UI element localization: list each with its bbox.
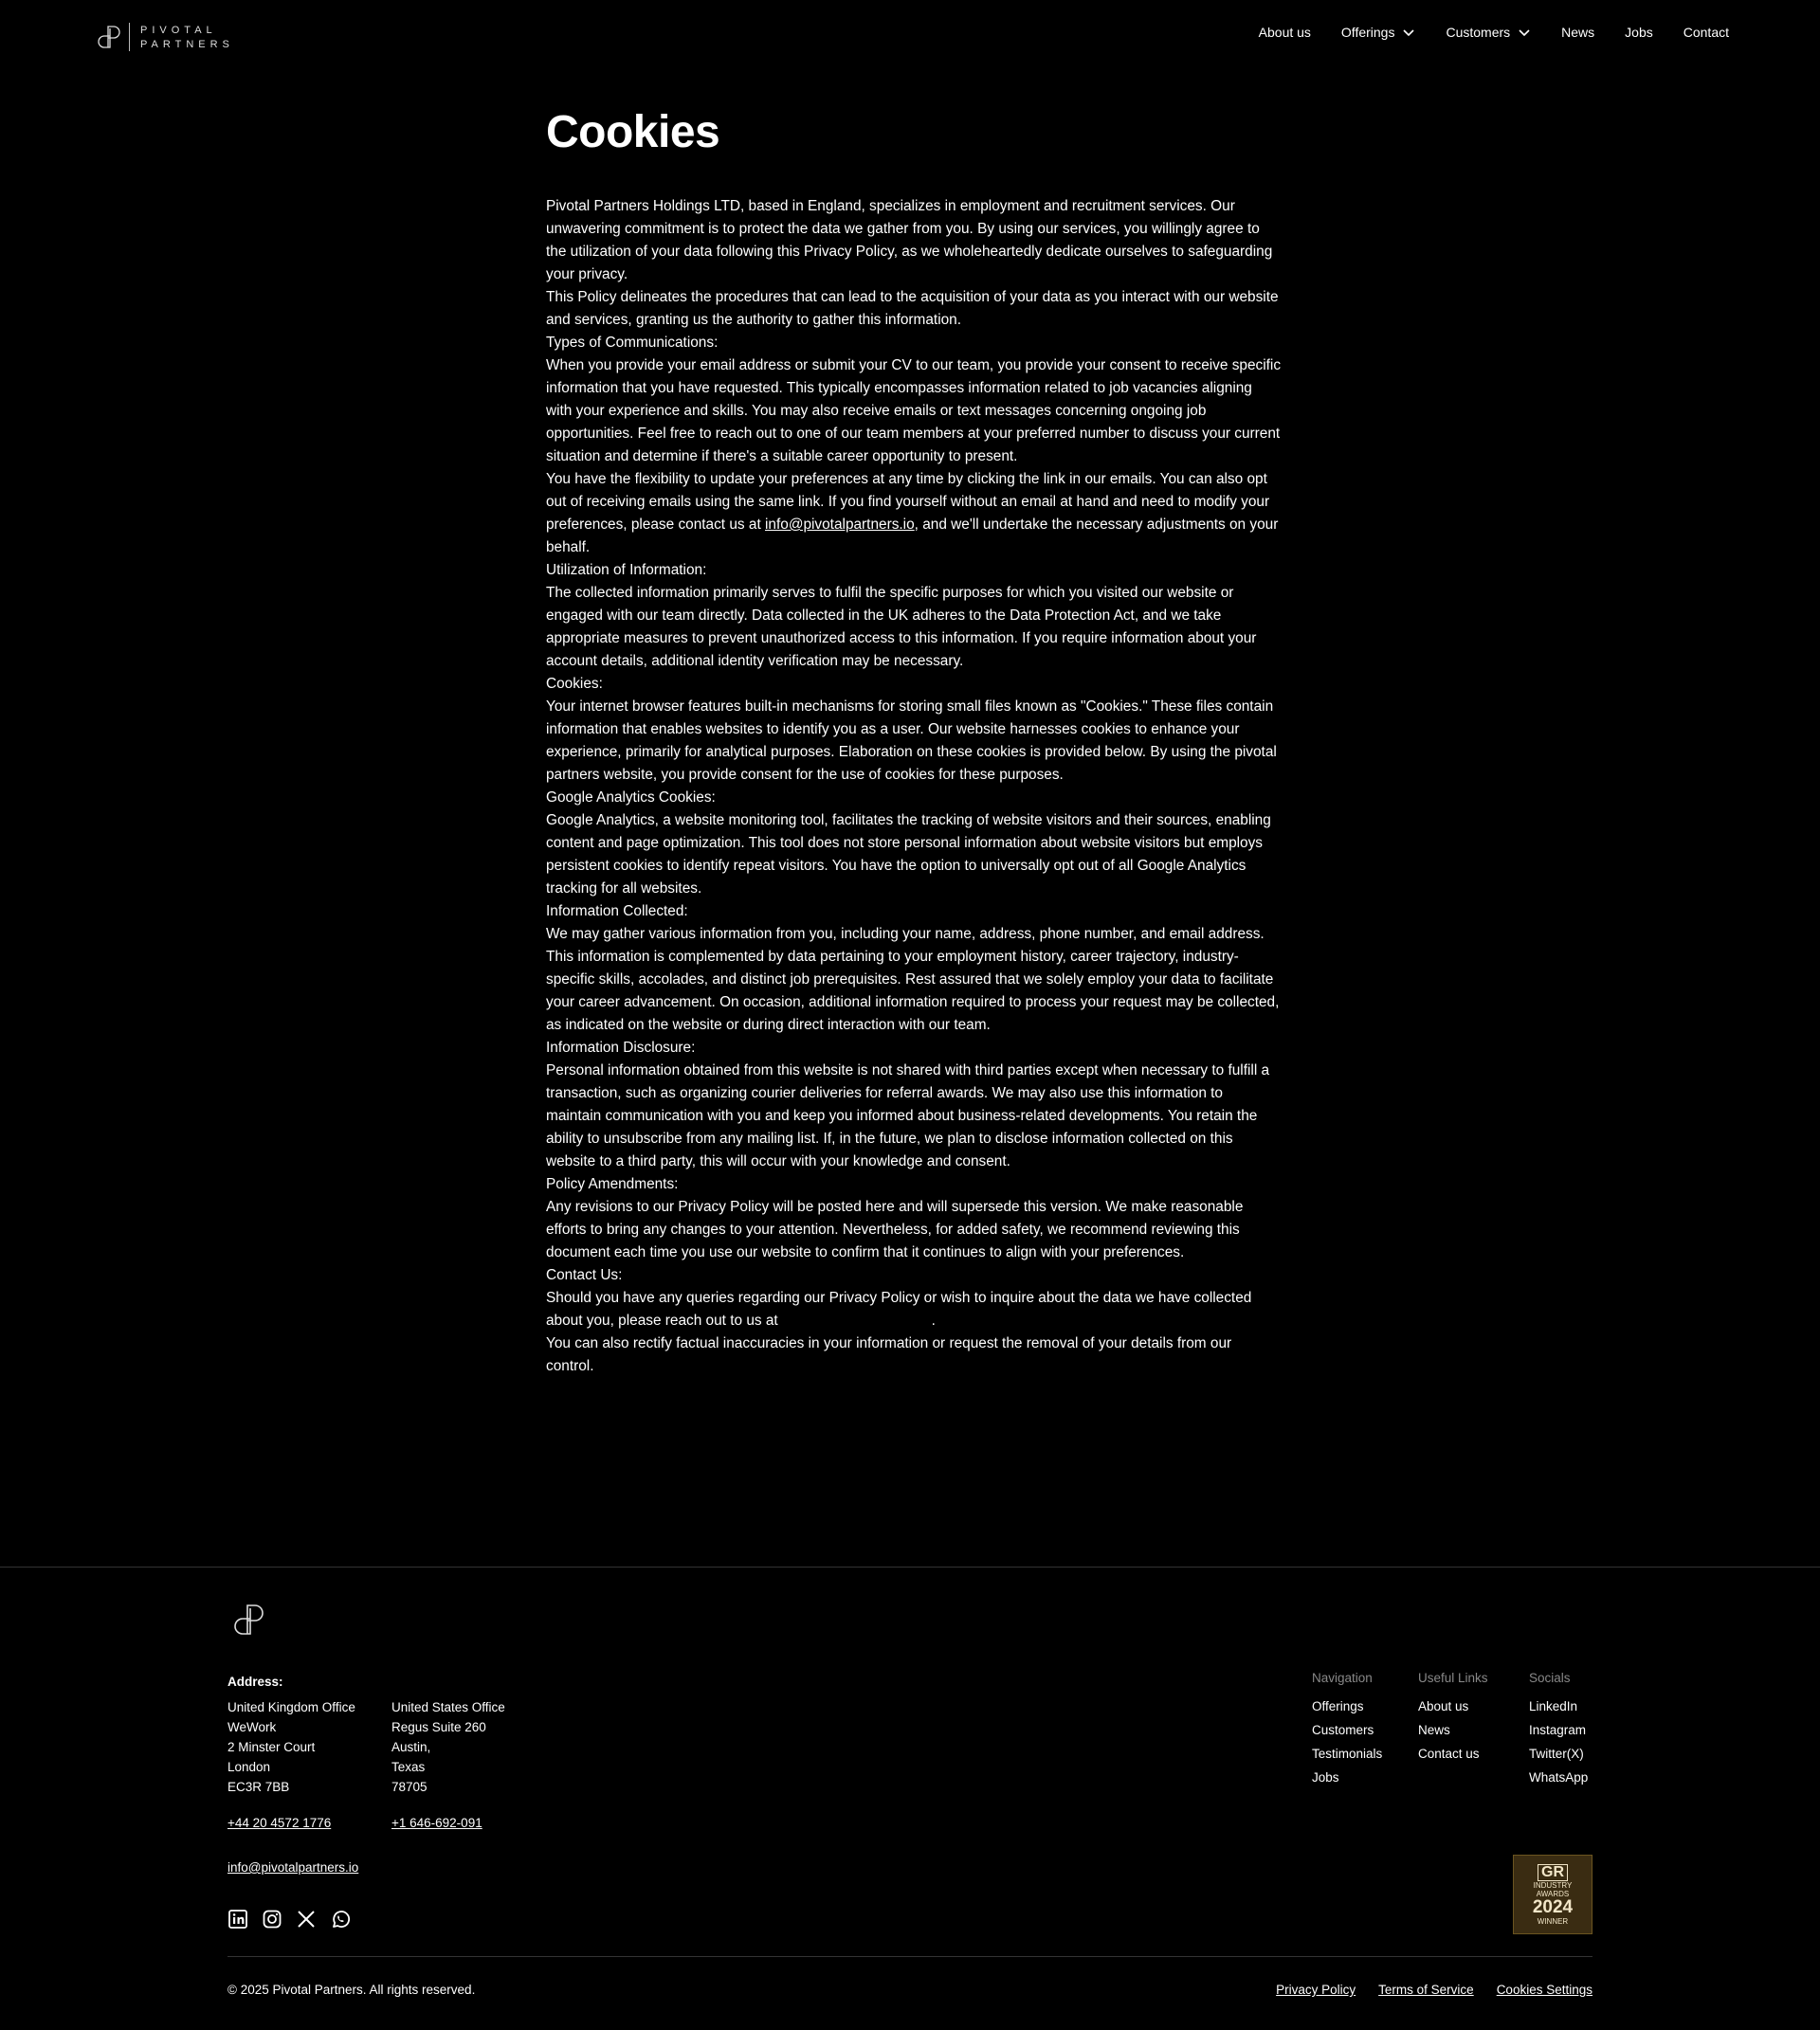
main-nav [1259, 25, 1729, 40]
page-title: Cookies [546, 107, 720, 157]
uk-address-line: WeWork [228, 1720, 277, 1734]
nav-offerings-label: Offerings [1340, 25, 1395, 40]
nav-customers-label: Customers [1446, 25, 1511, 40]
logo-text-top: PIVOTAL [140, 24, 217, 36]
logo-mark-icon [95, 23, 123, 51]
information-collected-paragraph: We may gather various information from you, including your name, address, phone number, and email address. This information is complemented by data pertaining to your employment history, career trajectory, industry-specific skills, accolades, and distinct job prerequisites. Rest assured that we solely employ your data to facilitate your career advancement. On occasion, additional information required to process your request may be collected, as indicated on the website or during direct interaction with our team. [546, 926, 1280, 1033]
cookies-settings-link[interactable]: Cookies Settings [1496, 1983, 1592, 1997]
us-address-line: Texas [391, 1760, 426, 1774]
preferences-paragraph [546, 468, 1282, 559]
rectify-paragraph: You can also rectify factual inaccuracies in your information or request the removal of your details from our control. [546, 1335, 1232, 1374]
award-year: 2024 [1532, 1896, 1574, 1917]
section-heading-policy-amendments: Policy Amendments: [546, 1176, 679, 1192]
nav-about-us[interactable] [1259, 25, 1311, 40]
nav-contact-label: Contact [1683, 25, 1729, 40]
instagram-icon[interactable] [262, 1909, 282, 1930]
us-phone [391, 1816, 482, 1830]
section-heading-information-disclosure: Information Disclosure: [546, 1040, 696, 1056]
google-analytics-paragraph: Google Analytics, a website monitoring tool, facilitates the tracking of website visitors and their sources, enabling content and page optimization. This tool does not store personal information about website visitors but employs persistent cookies to identify repeat visitors. You have the option to universally opt out of all Google Analytics tracking for all websites. [546, 812, 1271, 897]
information-disclosure-paragraph: Personal information obtained from this website is not shared with third parties except when necessary to fulfill a transaction, such as organizing courier deliveries for referral awards. We may also use this information to maintain communication with you and keep you informed about business-related developments. You retain the ability to unsubscribe from any mailing list. If, in the future, we plan to disclose information collected on this website to a third party, this will occur with your knowledge and consent. [546, 1062, 1270, 1169]
uk-address-line: EC3R 7BB [228, 1780, 290, 1794]
terms-of-service-link[interactable]: Terms of Service [1378, 1983, 1474, 1997]
uk-phone-link[interactable]: +44 20 4572 1776 [228, 1816, 332, 1830]
footer-link-instagram[interactable]: Instagram [1529, 1723, 1587, 1737]
footer-logo-icon[interactable] [228, 1601, 269, 1639]
footer-link-news[interactable]: News [1418, 1723, 1450, 1737]
x-icon[interactable] [296, 1909, 317, 1930]
footer-nav-column [1312, 1671, 1382, 1789]
uk-address-line: 2 Minster Court [228, 1740, 316, 1754]
contact-email-link[interactable]: info@pivotalpartners.io [765, 517, 915, 533]
intro-paragraph: Pivotal Partners Holdings LTD, based in England, specializes in employment and recruitment services. Our unwavering commitment is to protect the data we gather from you. By using our services, you willingly agree to the utilization of your data following this Privacy Policy, as we wholeheartedly dedicate ourselves to safeguarding your privacy. [546, 198, 1273, 282]
footer-divider [228, 1956, 1592, 1957]
policy-content [546, 104, 1282, 1378]
award-line-1: INDUSTRY [1533, 1880, 1573, 1890]
logo-wordmark [140, 25, 234, 50]
chevron-down-icon [1402, 26, 1415, 39]
footer-socials-column [1529, 1671, 1588, 1789]
contact-us-text-end: . [931, 1313, 936, 1329]
linkedin-icon[interactable] [228, 1909, 248, 1930]
contact-us-paragraph [546, 1287, 1282, 1332]
footer-link-whatsapp[interactable]: WhatsApp [1529, 1770, 1589, 1785]
hidden-email-link[interactable]: info@pivotalpartners.io [782, 1313, 932, 1329]
site-header [0, 0, 1820, 74]
policy-amendments-paragraph: Any revisions to our Privacy Policy will be posted here and will supersede this version. We make reasonable efforts to bring any changes to your attention. Nevertheless, for added safety, we recommend reviewing this document each time you use our website to confirm that it continues to align with your preferences. [546, 1199, 1244, 1260]
whatsapp-icon[interactable] [330, 1909, 351, 1930]
nav-jobs[interactable] [1625, 25, 1653, 40]
award-line-2: AWARDS [1536, 1889, 1570, 1898]
section-heading-utilization: Utilization of Information: [546, 562, 707, 578]
us-address-line: 78705 [391, 1780, 428, 1794]
nav-contact[interactable] [1684, 25, 1729, 40]
privacy-policy-link[interactable]: Privacy Policy [1276, 1983, 1356, 1997]
footer-link-twitter[interactable]: Twitter(X) [1529, 1747, 1584, 1761]
uk-office-title: United Kingdom Office [228, 1700, 355, 1714]
footer-useful-links-column [1418, 1671, 1488, 1766]
award-logo: GR [1538, 1864, 1568, 1881]
nav-news[interactable] [1561, 25, 1594, 40]
cookies-paragraph: Your internet browser features built-in mechanisms for storing small files known as "Cookies." These files contain information that enables websites to identify you as a user. Our website harnesses cookies to enhance your experience, primarily for analytical purposes. Elaboration on these cookies is provided below. By using the pivotal partners website, you provide consent for the use of cookies for these purposes. [546, 698, 1277, 783]
copyright-text: © 2025 Pivotal Partners. All rights reserved. [228, 1983, 476, 1997]
us-address-line: Austin, [391, 1740, 431, 1754]
nav-about-us-label: About us [1258, 25, 1311, 40]
nav-jobs-label: Jobs [1625, 25, 1653, 40]
footer-link-linkedin[interactable]: LinkedIn [1529, 1699, 1578, 1713]
policy-scope-paragraph: This Policy delineates the procedures that can lead to the acquisition of your data as you interact with our website and services, granting us the authority to gather this information. [546, 289, 1279, 328]
us-phone-link[interactable]: +1 646-692-091 [391, 1816, 482, 1830]
nav-customers[interactable] [1446, 25, 1531, 40]
award-line-3: WINNER [1537, 1916, 1569, 1926]
section-heading-google-analytics: Google Analytics Cookies: [546, 789, 716, 806]
us-address-line: Regus Suite 260 [391, 1720, 486, 1734]
footer-nav-heading: Navigation [1312, 1671, 1373, 1685]
us-office-title: United States Office [391, 1700, 505, 1714]
logo-text-bottom: PARTNERS [140, 38, 234, 50]
nav-news-label: News [1561, 25, 1595, 40]
footer-email-link[interactable]: info@pivotalpartners.io [228, 1860, 359, 1875]
uk-phone [228, 1816, 331, 1830]
contact-us-text: Should you have any queries regarding our Privacy Policy or wish to inquire about the data we have collected about you, please reach out to us at [546, 1290, 1252, 1329]
footer-link-customers[interactable]: Customers [1312, 1723, 1374, 1737]
uk-office-address [228, 1697, 355, 1797]
uk-address-line: London [228, 1760, 271, 1774]
site-footer [0, 1567, 1820, 2030]
section-heading-contact-us: Contact Us: [546, 1267, 623, 1283]
footer-email [228, 1860, 358, 1875]
nav-offerings[interactable] [1341, 25, 1416, 40]
pivotal-partners-logo[interactable] [95, 21, 237, 53]
footer-socials-heading: Socials [1529, 1671, 1571, 1685]
preferences-text: You have the flexibility to update your preferences at any time by clicking the link in our emails. You can also opt out of receiving emails using the same link. If you find yourself without an email at hand and need to modify your preferences, please contact us at [546, 471, 1270, 533]
footer-link-contact-us[interactable]: Contact us [1418, 1747, 1480, 1761]
address-heading: Address: [228, 1675, 283, 1689]
footer-link-about-us[interactable]: About us [1418, 1699, 1469, 1713]
footer-useful-links-heading: Useful Links [1418, 1671, 1488, 1685]
preferences-text-end: , and we'll undertake the necessary adjustments on your behalf. [546, 517, 1279, 555]
footer-link-offerings[interactable]: Offerings [1312, 1699, 1364, 1713]
legal-links [1276, 1983, 1592, 1997]
section-heading-communications: Types of Communications: [546, 335, 719, 351]
footer-link-jobs[interactable]: Jobs [1312, 1770, 1339, 1785]
us-office-address [391, 1697, 505, 1797]
communications-paragraph: When you provide your email address or submit your CV to our team, you provide your consent to receive specific information that you have requested. This typically encompasses information related to job vacancies aligning with your experience and skills. You may also receive emails or text messages concerning ongoing job opportunities. Feel free to reach out to one of our team members at your preferred number to discuss your current situation and determine if there's a suitable career opportunity to present. [546, 357, 1282, 464]
social-icons [228, 1909, 351, 1930]
utilization-paragraph: The collected information primarily serves to fulfil the specific purposes for which you visited our website or engaged with our team directly. Data collected in the UK adheres to the Data Protection Act, and we take appropriate measures to prevent unauthorized access to this information. If you require information about your account details, additional identity verification may be necessary. [546, 585, 1257, 669]
logo-divider [129, 23, 130, 51]
section-heading-cookies: Cookies: [546, 676, 603, 692]
chevron-down-icon [1518, 26, 1531, 39]
footer-link-testimonials[interactable]: Testimonials [1312, 1747, 1383, 1761]
section-heading-information-collected: Information Collected: [546, 903, 688, 919]
industry-award-badge [1513, 1855, 1592, 1934]
